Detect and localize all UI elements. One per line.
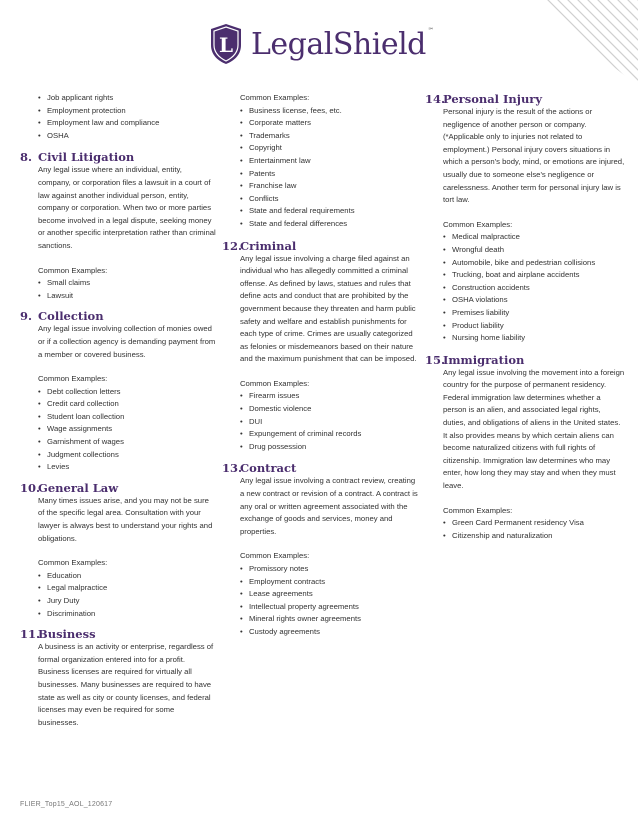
examples-list — [240, 390, 418, 453]
list-item: • State and federal differences — [240, 218, 418, 231]
list-item: • Intellectual property agreements — [240, 601, 418, 614]
decorative-stripes — [528, 0, 638, 86]
section-description: Any legal issue involving the movement into a foreign country for the purpose of permanent residency. Federal immigration law determines whether a person is an alien, and associated legal rights, duties, and obligations of aliens in the United states. It also provides means by which certain aliens can become naturalized citizens with full rights of citizenship. Immigration law determines who may enter, how long they may stay and when they must leave. — [443, 367, 625, 491]
list-item: • Education — [38, 570, 216, 583]
examples-label: Common Examples: — [38, 558, 108, 568]
section-immigration — [425, 353, 625, 543]
list-item: • Drug possession — [240, 441, 418, 454]
list-item: • Medical malpractice — [443, 231, 625, 244]
list-item: • Custody agreements — [240, 626, 418, 639]
examples-label: Common Examples: — [443, 219, 513, 229]
list-item: • Franchise law — [240, 180, 418, 193]
list-item: • Firearm issues — [240, 390, 418, 403]
section-description: Any legal issue where an individual, entity, company, or corporation files a lawsuit in a court of law against another individual person, entity, company or corporation. When two or more parties become involved in a legal dispute, seeking money or another specific interpretation rather than criminal sanctions. — [38, 165, 216, 250]
section-description: Any legal issue involving collection of monies owed or if a collection agency is demanding payment from a member or covered business. — [38, 324, 216, 359]
section-description: A business is an activity or enterprise, regardless of formal organization entered into for a profit. Business licenses are required for virtually all businesses. Many businesses are required to have state as well as city or county licenses, and federal licenses may even be required for some businesses. — [38, 642, 214, 727]
column-right — [425, 92, 625, 549]
trademark-mark: ℠ — [427, 26, 434, 34]
examples-label: Common Examples: — [443, 505, 513, 515]
section-description: Many times issues arise, and you may not be sure of the specific legal area. Consultation with your lawyer is always best to understand your rights and obligations. — [38, 495, 213, 543]
list-item: • Conflicts — [240, 193, 418, 206]
examples-label: Common Examples: — [38, 374, 108, 384]
section-general-law — [20, 481, 216, 620]
list-item: • Judgment collections — [38, 449, 216, 462]
list-item: • Patents — [240, 168, 418, 181]
list-item: • Job applicant rights — [38, 92, 216, 105]
examples-list — [240, 563, 418, 639]
list-item: • Trademarks — [240, 130, 418, 143]
list-item: • Wage assignments — [38, 423, 216, 436]
list-item: • Product liability — [443, 320, 625, 333]
list-item: • Debt collection letters — [38, 386, 216, 399]
list-item: • OSHA — [38, 130, 216, 143]
examples-list — [240, 105, 418, 231]
section-description: Personal injury is the result of the actions or negligence of another person or company. (*Applicable only to injuries not related to employment.) Personal injury covers situations in which a person's body, mind, or emotions are injured, usually due to someone else's negligence or carelessness. Another term for personal injury law is tort law. — [443, 107, 625, 205]
list-item: • Domestic violence — [240, 403, 418, 416]
footer-code: FLIER_Top15_AOL_120617 — [20, 801, 113, 808]
list-item: • Green Card Permanent residency Visa — [443, 517, 625, 530]
brand-name: LegalShield ℠ — [251, 26, 434, 62]
list-item: • Small claims — [38, 277, 216, 290]
section-heading: 14. Personal Injury — [425, 92, 543, 106]
list-item: • Automobile, bike and pedestrian collisions — [443, 257, 625, 270]
section-heading: 13. Contract — [222, 461, 297, 476]
list-item: • Business license, fees, etc. — [240, 105, 418, 118]
list-item: • DUI — [240, 416, 418, 429]
section-description: Any legal issue involving a contract review, creating a new contract or revision of a contract. A contract is any oral or written agreement associated with the exchange of goods and services, money and properties. — [240, 476, 418, 536]
list-item: • Discrimination — [38, 608, 216, 621]
column-left — [20, 92, 216, 736]
examples-label: Common Examples: — [240, 93, 310, 102]
shield-icon — [209, 23, 243, 65]
section-collection — [20, 309, 216, 474]
list-item: • Employment law and compliance — [38, 117, 216, 130]
list-item: • Legal malpractice — [38, 582, 216, 595]
section-description: Any legal issue involving a charge filed against an individual who has allegedly committed a criminal offense. As defined by laws, statues and rules that define acts and conduct that are prohibited by the government because they threaten and harm public safety and welfare and establish punishments for each type of crime. Crimes are usually categorized as felonies or misdemeanors based on their nature and the maximum punishment that can be imposed. — [240, 253, 417, 364]
section-heading: 8. Civil Litigation — [20, 150, 135, 165]
list-item: • State and federal requirements — [240, 205, 418, 218]
section-business — [20, 627, 216, 729]
list-item: • Copyright — [240, 142, 418, 155]
examples-list — [443, 517, 625, 542]
list-item: • Employment protection — [38, 105, 216, 118]
column-middle — [222, 92, 418, 646]
list-item: • Wrongful death — [443, 244, 625, 257]
list-item: • Premises liability — [443, 307, 625, 320]
logo-letter: L — [218, 33, 234, 57]
legalshield-logo — [209, 23, 434, 65]
intro-list — [20, 92, 216, 142]
examples-list — [38, 386, 216, 474]
list-item: • Lawsuit — [38, 290, 216, 303]
list-item: • Corporate matters — [240, 117, 418, 130]
list-item: • Credit card collection — [38, 398, 216, 411]
examples-list — [38, 570, 216, 620]
examples-list — [38, 277, 216, 302]
section-heading: 11. Business — [20, 627, 96, 642]
list-item: • Employment contracts — [240, 576, 418, 589]
list-item: • Promissory notes — [240, 563, 418, 576]
section-business-continued — [222, 92, 418, 231]
list-item: • Expungement of criminal records — [240, 428, 418, 441]
section-heading: 15. Immigration — [425, 352, 525, 367]
page-header — [0, 0, 638, 90]
examples-list — [443, 231, 625, 344]
list-item: • OSHA violations — [443, 294, 625, 307]
examples-label: Common Examples: — [240, 378, 310, 388]
section-heading: 9. Collection — [20, 309, 104, 324]
examples-label: Common Examples: — [240, 551, 310, 561]
list-item: • Mineral rights owner agreements — [240, 613, 418, 626]
examples-label: Common Examples: — [38, 265, 108, 275]
list-item: • Nursing home liability — [443, 332, 625, 345]
list-item: • Citizenship and naturalization — [443, 530, 625, 543]
list-item: • Garnishment of wages — [38, 436, 216, 449]
section-heading: 10. General Law — [20, 480, 119, 495]
list-item: • Student loan collection — [38, 411, 216, 424]
section-civil-litigation — [20, 150, 216, 302]
section-criminal — [222, 239, 418, 454]
section-heading: 12. Criminal — [222, 238, 297, 253]
list-item: • Jury Duty — [38, 595, 216, 608]
list-item: • Lease agreements — [240, 588, 418, 601]
section-personal-injury — [425, 92, 625, 345]
list-item: • Construction accidents — [443, 282, 625, 295]
list-item: • Entertainment law — [240, 155, 418, 168]
section-contract — [222, 461, 418, 638]
list-item: • Trucking, boat and airplane accidents — [443, 269, 625, 282]
list-item: • Levies — [38, 461, 216, 474]
